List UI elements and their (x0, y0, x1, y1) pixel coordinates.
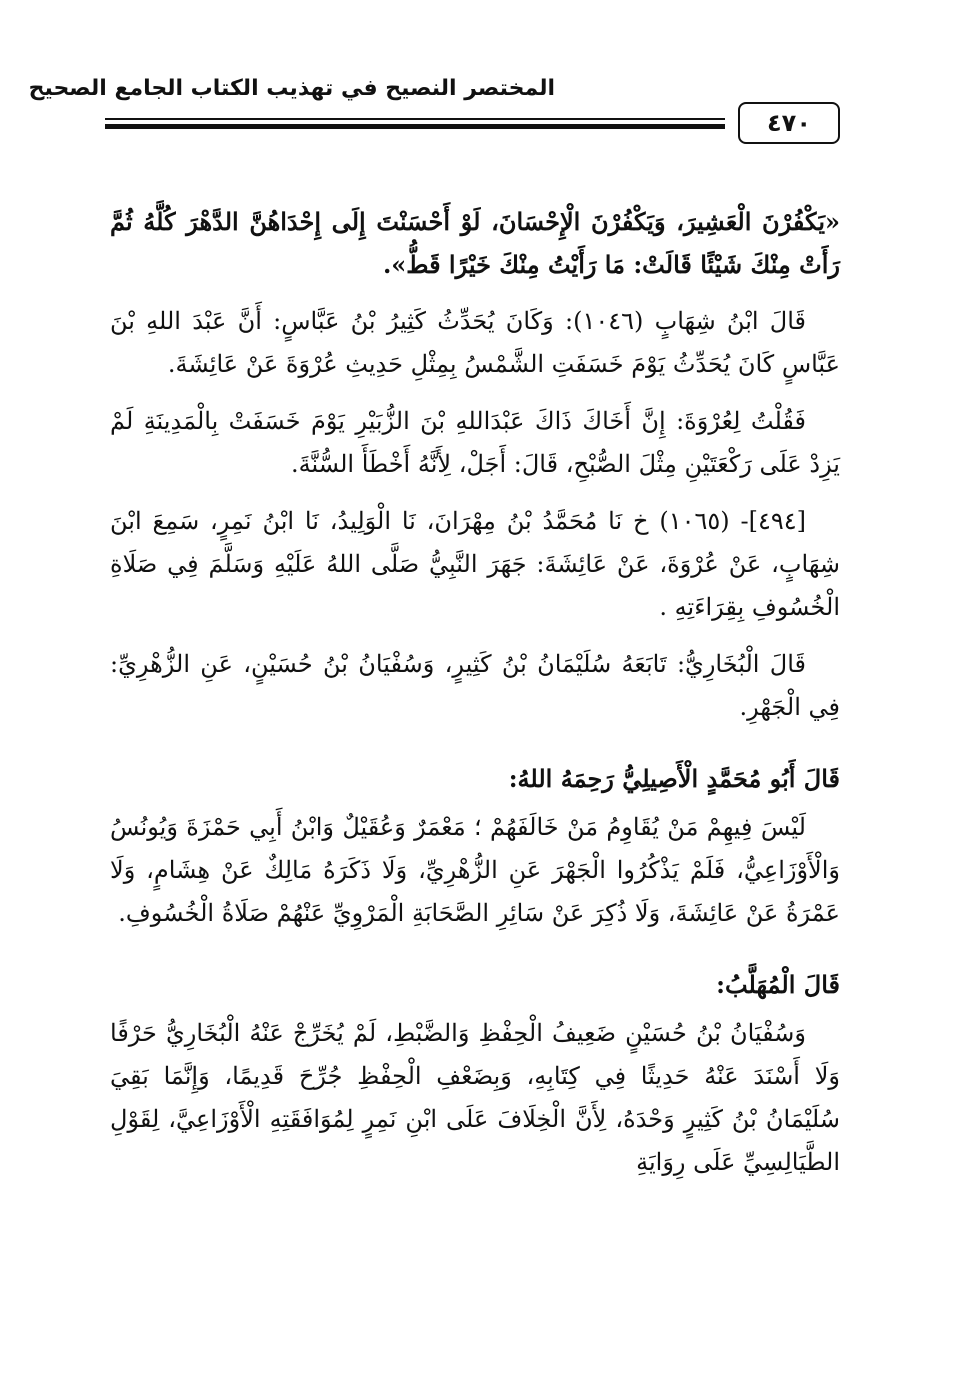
bukhari-comment-paragraph: قَالَ الْبُخَارِيُّ: تَابَعَهُ سُلَيْمَانُ بْنُ كَثِيرٍ، وَسُفْيَانُ بْنُ حُسَيْنٍ، عَنِ الزُّهْرِيِّ: فِي الْجَهْرِ. (110, 650, 840, 721)
running-title: المختصر النصيح في تهذيب الكتاب الجامع الصحيح (28, 76, 555, 101)
muhallab-paragraph: وَسُفْيَانُ بْنُ حُسَيْنٍ ضَعِيفُ الْحِفْظِ وَالضَّبْطِ، لَمْ يُخَرِّجْ عَنْهُ الْبُخَارِيُّ حَرْفًا وَلَا أَسْنَدَ عَنْهُ حَدِيثًا فِي كِتَابِهِ، وَبِضَعْفِ الْحِفْظِ جُرِّحَ قَدِيمًا، وَإِنَّمَا بَقِيَ سُلَيْمَانُ بْنُ كَثِيرٍ وَحْدَهُ، لِأَنَّ الْخِلَافَ عَلَى ابْنِ نَمِرٍ لِمُوَافَقَتِهِ الْأَوْزَاعِيَّ، لِقَوْلِ الطَّيَالِسِيِّ عَلَى رِوَايَةِ (110, 1019, 840, 1176)
hadith-494-paragraph: [٤٩٤]- (١٠٦٥) خ نَا مُحَمَّدُ بْنُ مِهْرَانَ، نَا الْوَلِيدُ، نَا ابْنُ نَمِرٍ، سَمِعَ ابْنَ شِهَابٍ، عَنْ عُرْوَةَ، عَنْ عَائِشَةَ: جَهَرَ النَّبِيُّ صَلَّى اللهُ عَلَيْهِ وَسَلَّمَ فِي صَلَاةِ الْخُسُوفِ بِقِرَاءَتِهِ . (110, 507, 840, 621)
header-rule-thin (105, 118, 725, 120)
page-header (28, 70, 840, 160)
section-heading-muhallab: قَالَ الْمُهَلَّبُ: (716, 970, 840, 999)
asili-paragraph: لَيْسَ فِيهِمْ مَنْ يُقَاوِمُ مَنْ خَالَفَهُمْ ؛ مَعْمَرٌ وَعُقَيْلٌ وَابْنُ أَبِي حَمْزَةَ وَيُونُسُ وَالْأَوْزَاعِيُّ، فَلَمْ يَذْكُرُوا الْجَهْرَ عَنِ الزُّهْرِيِّ، وَلَا ذَكَرَهُ مَالِكٌ عَنْ هِشَامٍ، وَلَا عَمْرَةُ عَنْ عَائِشَةَ، وَلَا ذُكِرَ عَنْ سَائِرِ الصَّحَابَةِ الْمَرْوِيِّ عَنْهُمْ صَلَاةُ الْخُسُوفِ. (110, 813, 840, 927)
header-rule-thick (105, 124, 725, 129)
urwa-paragraph: فَقُلْتُ لِعُرْوَةَ: إِنَّ أَخَاكَ ذَاكَ عَبْدَاللهِ بْنَ الزُّبَيْرِ يَوْمَ خَسَفَتْ بِالْمَدِينَةِ لَمْ يَزِدْ عَلَى رَكْعَتَيْنِ مِثْلَ الصُّبْحِ، قَالَ: أَجَلْ، لِأَنَّهُ أَخْطَأَ السُّنَّةَ. (110, 407, 840, 478)
ibn-shihab-paragraph: قَالَ ابْنُ شِهَابٍ (١٠٤٦): وَكَانَ يُحَدِّثُ كَثِيرُ بْنُ عَبَّاسٍ: أَنَّ عَبْدَ اللهِ بْنَ عَبَّاسٍ كَانَ يُحَدِّثُ يَوْمَ خَسَفَتِ الشَّمْسُ بِمِثْلِ حَدِيثِ عُرْوَةَ عَنْ عَائِشَةَ. (110, 307, 840, 378)
page-number-box: ٤٧٠ (738, 102, 840, 144)
section-heading-asili: قَالَ أَبُو مُحَمَّدٍ الْأَصِيلِيُّ رَحِمَهُ اللهُ: (508, 764, 840, 793)
hadith-text-paragraph: «يَكْفُرْنَ الْعَشِيرَ، وَيَكْفُرْنَ الْإِحْسَانَ، لَوْ أَحْسَنْتَ إِلَى إِحْدَاهُنَّ الدَّهْرَ كُلَّهُ ثُمَّ رَأَتْ مِنْكَ شَيْئًا قَالَتْ: مَا رَأَيْتُ مِنْكَ خَيْرًا قَطُّ». (110, 207, 840, 279)
body-text (110, 200, 840, 1198)
